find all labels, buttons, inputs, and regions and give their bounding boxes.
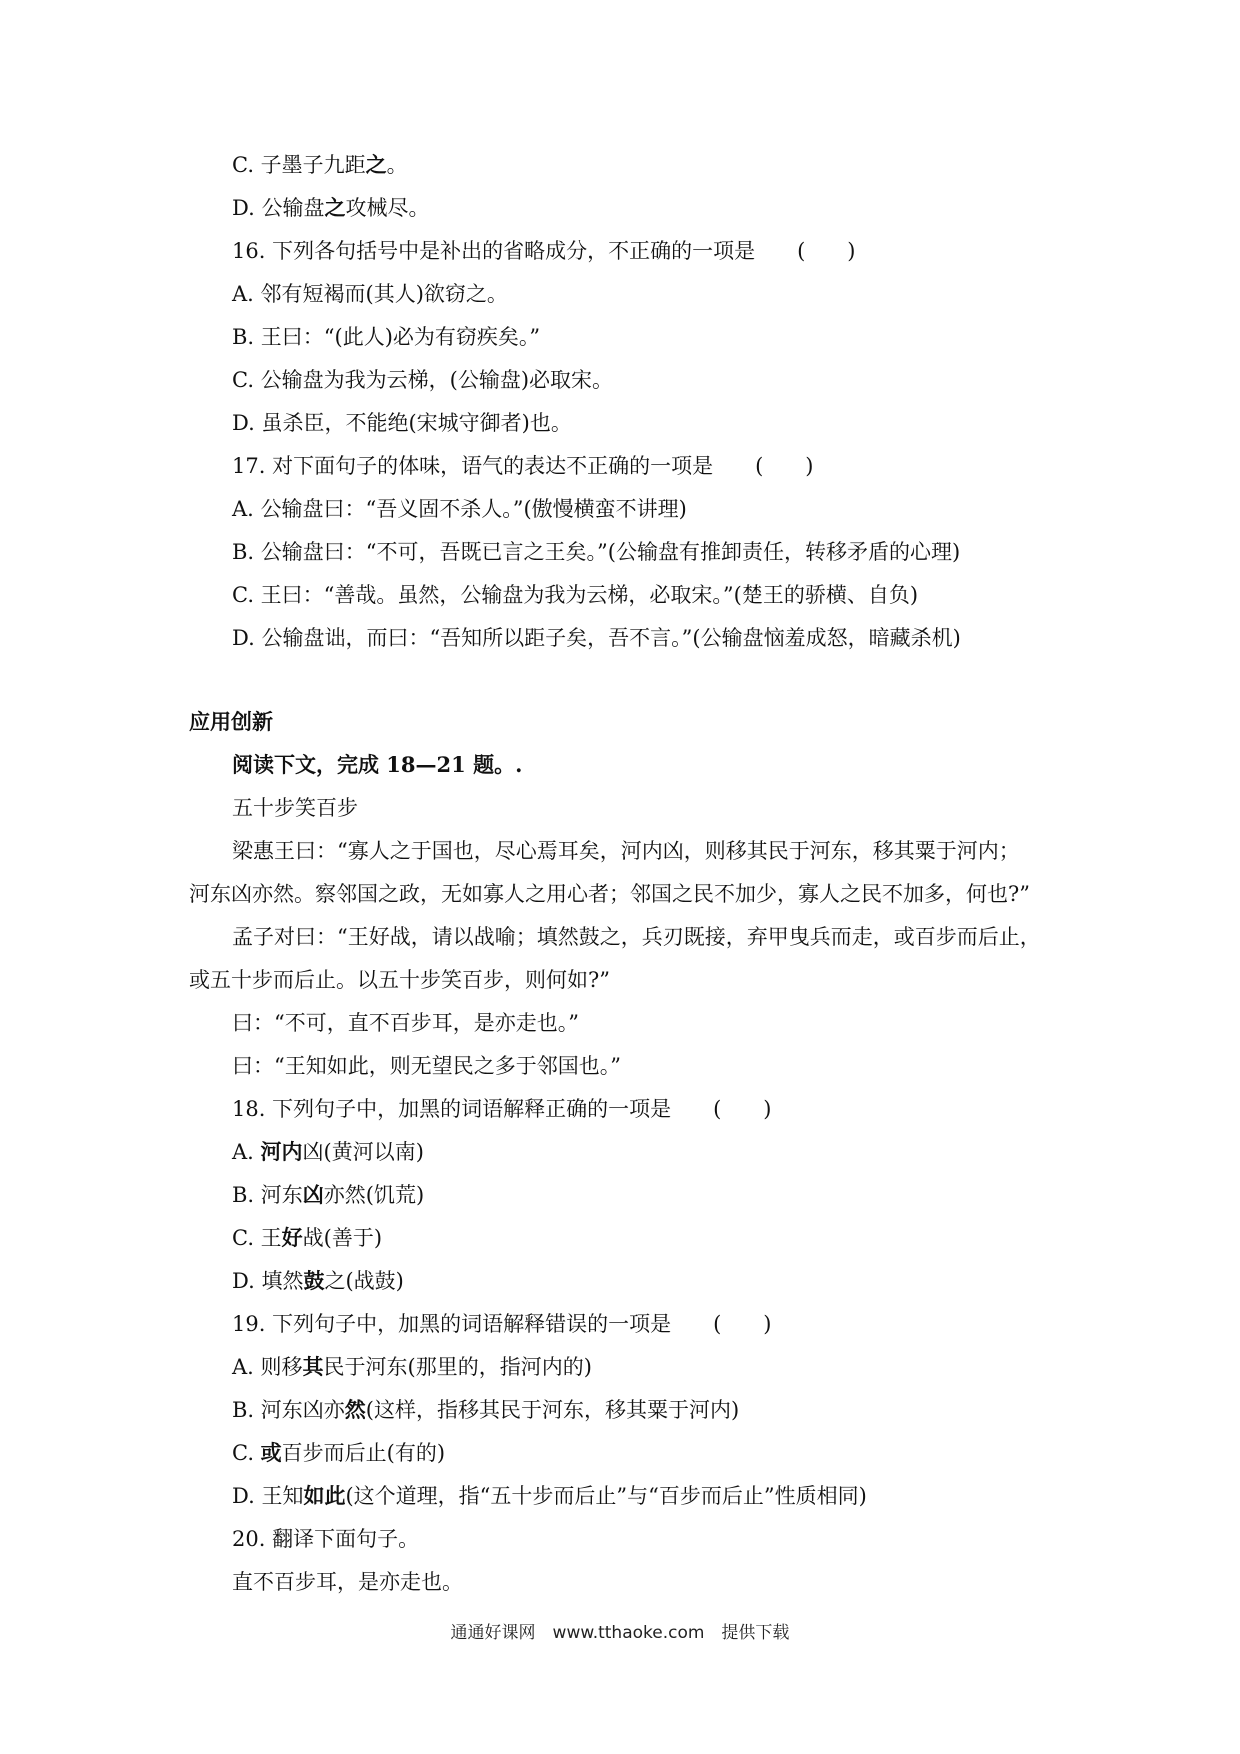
text-run: D. 填然 — [232, 1269, 304, 1293]
text-run: A. 邻有短褐而(其人)欲窃之。 — [232, 282, 508, 306]
text-line — [232, 537, 960, 567]
text-run: (这样，指移其民于河东，移其粟于河内) — [365, 1398, 740, 1422]
emphasized-text: 阅读下文，完成 18—21 题。. — [232, 752, 523, 777]
text-run: C. — [232, 1441, 261, 1465]
text-run: C. 王曰：“善哉。虽然，公输盘为我为云梯，必取宋。”(楚王的骄横、自负) — [232, 583, 919, 607]
emphasized-text: 其 — [302, 1354, 324, 1379]
text-run: A. 则移 — [232, 1355, 303, 1379]
text-run: 亦然(饥荒) — [323, 1183, 425, 1207]
text-line — [232, 623, 961, 653]
text-line — [232, 1266, 404, 1296]
text-line — [232, 1309, 771, 1339]
text-run: D. 虽杀臣，不能绝(宋城守御者)也。 — [232, 411, 572, 435]
text-line — [232, 365, 613, 395]
text-line — [232, 1180, 424, 1210]
text-run: 曰：“不可，直不百步耳，是亦走也。” — [232, 1011, 579, 1035]
text-line — [232, 150, 408, 180]
text-line — [232, 1481, 867, 1511]
text-run: D. 公输盘诎，而曰：“吾知所以距子矣，吾不言。”(公输盘恼羞成怒，暗藏杀机) — [232, 626, 961, 650]
text-line — [232, 1051, 621, 1081]
text-run: 孟子对曰：“王好战，请以战喻；填然鼓之，兵刃既接，弃甲曳兵而走，或百步而后止， — [232, 925, 1041, 949]
text-run: A. — [232, 1140, 261, 1164]
emphasized-text: 河内 — [260, 1139, 303, 1164]
page-footer: 通通好课网 www.tthaoke.com 提供下载 — [450, 1623, 790, 1643]
text-run: 16. 下列各句括号中是补出的省略成分，不正确的一项是 ( ) — [232, 239, 856, 263]
text-run: 凶(黄河以南) — [302, 1140, 424, 1164]
text-run: B. 王曰：“(此人)必为有窃疾矣。” — [232, 325, 541, 349]
text-line — [232, 408, 572, 438]
text-run: 五十步笑百步 — [232, 796, 358, 820]
text-line — [232, 1395, 739, 1425]
text-line — [232, 1567, 463, 1597]
text-run: 百步而后止(有的) — [281, 1441, 446, 1465]
text-run: 18. 下列句子中，加黑的词语解释正确的一项是 ( ) — [232, 1097, 772, 1121]
text-run: 战(善于) — [302, 1226, 383, 1250]
text-line — [189, 879, 1030, 909]
emphasized-text: 凶 — [302, 1182, 324, 1207]
text-line — [232, 236, 855, 266]
text-run: C. 子墨子九距 — [232, 153, 366, 177]
emphasized-text: 如此 — [303, 1483, 346, 1508]
text-line — [232, 1137, 424, 1167]
text-line — [232, 1352, 592, 1382]
text-line — [232, 1008, 579, 1038]
text-line — [232, 1223, 382, 1253]
text-run: 民于河东(那里的，指河内的) — [323, 1355, 592, 1379]
emphasized-text: 之 — [324, 195, 346, 220]
text-line — [232, 494, 687, 524]
text-line — [232, 1524, 419, 1554]
text-line — [232, 750, 522, 780]
text-run: C. 公输盘为我为云梯，(公输盘)必取宋。 — [232, 368, 614, 392]
text-run: 河东凶亦然。察邻国之政，无如寡人之用心者；邻国之民不加少，寡人之民不加多，何也?” — [189, 882, 1030, 906]
text-run: D. 公输盘 — [232, 196, 325, 220]
text-run: 梁惠王曰：“寡人之于国也，尽心焉耳矣，河内凶，则移其民于河东，移其粟于河内； — [232, 839, 1020, 863]
text-line — [232, 580, 918, 610]
text-line — [232, 836, 1020, 866]
text-run: A. 公输盘曰：“吾义固不杀人。”(傲慢横蛮不讲理) — [232, 497, 687, 521]
text-line — [232, 193, 429, 223]
emphasized-text: 然 — [344, 1397, 366, 1422]
text-run: B. 公输盘曰：“不可，吾既已言之王矣。”(公输盘有推卸责任，转移矛盾的心理) — [232, 540, 961, 564]
emphasized-text: 好 — [281, 1225, 303, 1250]
text-run: 直不百步耳，是亦走也。 — [232, 1570, 463, 1594]
text-run: 20. 翻译下面句子。 — [232, 1527, 420, 1551]
emphasized-text: 或 — [260, 1440, 282, 1465]
text-line — [189, 707, 273, 737]
text-run: D. 王知 — [232, 1484, 304, 1508]
text-run: C. 王 — [232, 1226, 282, 1250]
text-run: B. 河东 — [232, 1183, 303, 1207]
emphasized-text: 之 — [365, 152, 387, 177]
text-line — [189, 965, 610, 995]
text-run: 曰：“王知如此，则无望民之多于邻国也。” — [232, 1054, 621, 1078]
text-run: 。 — [386, 153, 408, 177]
text-run: 17. 对下面句子的体味，语气的表达不正确的一项是 ( ) — [232, 454, 814, 478]
text-line — [232, 279, 508, 309]
text-run: 或五十步而后止。以五十步笑百步，则何如?” — [189, 968, 610, 992]
text-line — [232, 793, 358, 823]
text-line — [232, 1094, 771, 1124]
text-run: (这个道理，指“五十步而后止”与“百步而后止”性质相同) — [345, 1484, 867, 1508]
text-run: B. 河东凶亦 — [232, 1398, 345, 1422]
text-line — [232, 322, 540, 352]
text-run: 19. 下列句子中，加黑的词语解释错误的一项是 ( ) — [232, 1312, 772, 1336]
emphasized-text: 应用创新 — [189, 709, 273, 734]
text-line — [232, 922, 1041, 952]
text-run: 之(战鼓) — [324, 1269, 404, 1293]
text-line — [232, 1438, 445, 1468]
text-line — [232, 451, 813, 481]
emphasized-text: 鼓 — [303, 1268, 325, 1293]
text-run: 攻械尽。 — [345, 196, 430, 220]
